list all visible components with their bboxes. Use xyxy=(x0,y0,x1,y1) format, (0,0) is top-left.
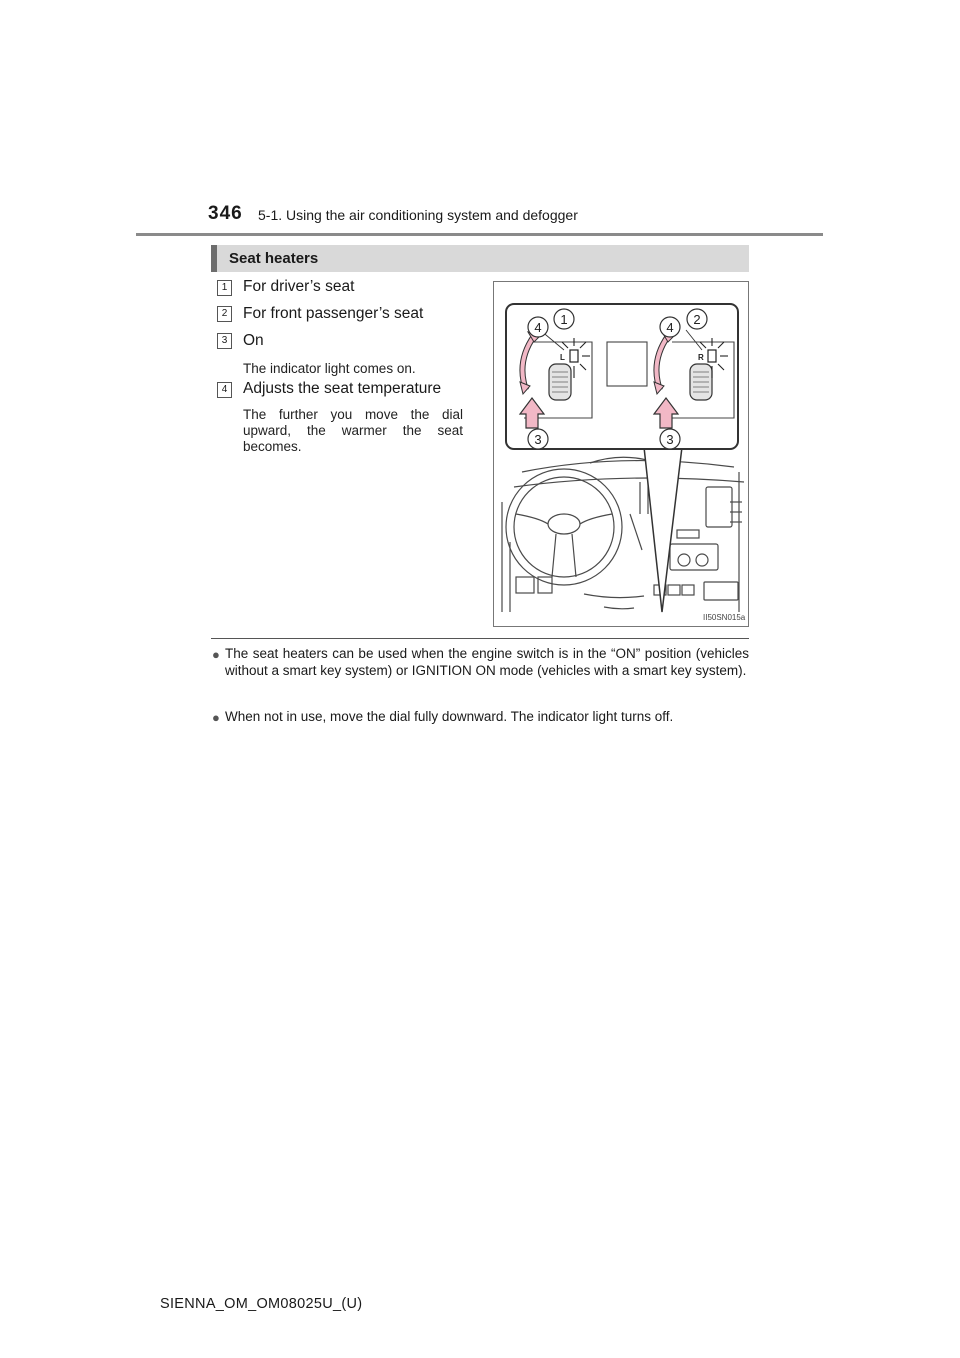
section-title: 5-1. Using the air conditioning system and defogger xyxy=(258,207,578,223)
item-label-3: On xyxy=(243,332,264,349)
item-label-2: For front passenger’s seat xyxy=(243,305,424,322)
callout-2: 2 xyxy=(693,312,701,327)
callout-4-left: 4 xyxy=(534,320,542,335)
section-heading: Seat heaters xyxy=(229,250,319,267)
notes-rule xyxy=(211,638,749,639)
header-rule xyxy=(136,233,823,236)
switch-letter-right: R xyxy=(698,353,704,362)
item-label-4: Adjusts the seat temperature xyxy=(243,380,442,397)
callout-3-left: 3 xyxy=(534,432,542,447)
note-2-text: When not in use, move the dial fully downward. The indicator light turns off. xyxy=(225,709,674,724)
item-number-2: 2 xyxy=(217,306,232,322)
item-number-1: 1 xyxy=(217,280,232,296)
switch-letter-left: L xyxy=(560,353,565,362)
dashboard-drawing xyxy=(494,282,749,627)
seat-heater-illustration xyxy=(493,281,749,627)
bullet-icon: ● xyxy=(212,710,220,725)
section-heading-bar xyxy=(211,245,749,272)
callout-4-right: 4 xyxy=(666,320,674,335)
note-1-text: The seat heaters can be used when the engine switch is in the “ON” position (vehicles without a smart key system) or IGNITION ON mode (vehicles with a smart key system). xyxy=(225,646,749,678)
note-2 xyxy=(212,708,749,725)
callout-1: 1 xyxy=(560,312,568,327)
bullet-icon: ● xyxy=(212,647,220,662)
item-number-4: 4 xyxy=(217,382,232,398)
item-label-1: For driver’s seat xyxy=(243,278,355,295)
note-1 xyxy=(212,645,749,679)
page-number: 346 xyxy=(208,203,243,224)
item-description-3: The indicator light comes on. xyxy=(243,361,416,376)
item-number-3: 3 xyxy=(217,333,232,349)
item-description-4: The further you move the dial upward, the warmer the seat becomes. xyxy=(243,407,463,454)
callout-3-right: 3 xyxy=(666,432,674,447)
document-code-footer: SIENNA_OM_OM08025U_(U) xyxy=(160,1296,363,1312)
figure-code: II50SN015a xyxy=(703,613,746,622)
